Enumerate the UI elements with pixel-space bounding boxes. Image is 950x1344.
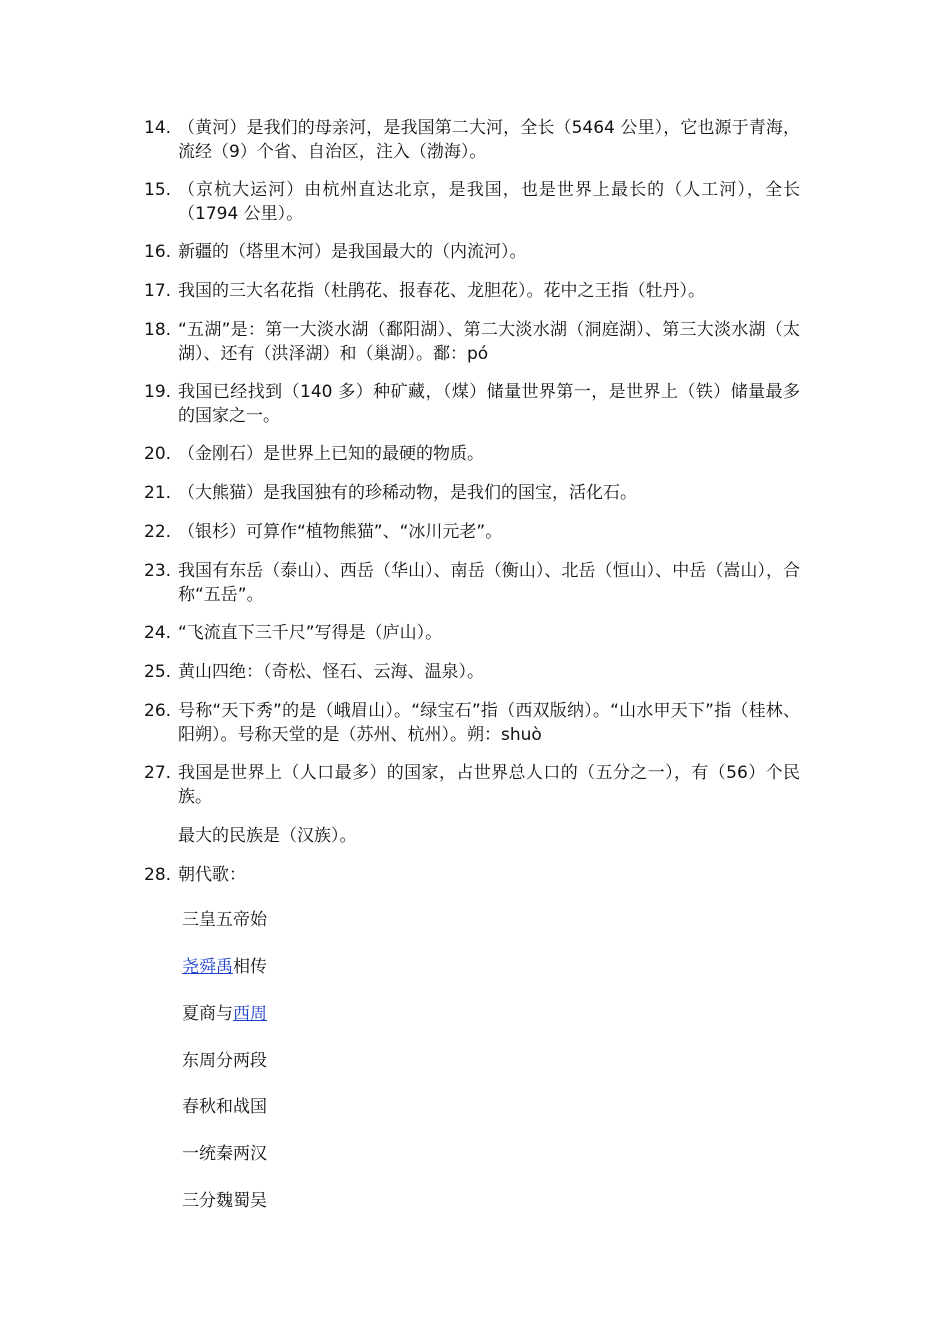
list-item-21 [144,481,800,505]
list-item-27 [144,761,800,809]
item-number: 22. [144,522,172,542]
poem-line-2 [182,955,267,979]
item-number: 17. [144,281,172,301]
item-text: （银杉）可算作“植物熊猫”、“冰川元老”。 [178,522,503,542]
item-text: （黄河）是我们的母亲河，是我国第二大河，全长（5464 公里），它也源于青海，流经（9）个省、自治区，注入（渤海）。 [178,118,800,162]
list-item-19 [144,380,800,428]
item-text: （京杭大运河）由杭州直达北京，是我国，也是世界上最长的（人工河），全长（1794 公里）。 [178,180,800,224]
list-item-14 [144,116,800,164]
item-number: 27. [144,763,172,783]
item-number: 18. [144,320,172,340]
poem-line-3 [182,1002,267,1026]
item-number: 15. [144,180,172,200]
item-text: 我国的三大名花指（杜鹃花、报春花、龙胆花）。花中之王指（牡丹）。 [178,281,705,301]
item-text: 新疆的（塔里木河）是我国最大的（内流河）。 [178,242,527,262]
poem-line-5: 春秋和战国 [182,1097,267,1117]
list-item-17 [144,279,800,303]
poem-line-4: 东周分两段 [182,1051,267,1071]
list-item-26 [144,699,800,747]
poem-link-yao-shun-yu[interactable]: 尧舜禹 [182,957,233,977]
poem-line-2-rest: 相传 [233,957,267,977]
list-item-27-continuation: 最大的民族是（汉族）。 [178,826,357,846]
item-text: 朝代歌： [178,865,246,885]
item-text: 我国已经找到（140 多）种矿藏，（煤）储量世界第一，是世界上（铁）储量最多的国家之一。 [178,382,800,426]
item-number: 24. [144,623,172,643]
item-number: 20. [144,444,172,464]
poem-link-xi-zhou[interactable]: 西周 [233,1004,267,1024]
list-item-16 [144,240,800,264]
item-text: 我国有东岳（泰山）、西岳（华山）、南岳（衡山）、北岳（恒山）、中岳（嵩山），合称“五岳”。 [178,561,800,605]
item-text: “五湖”是：第一大淡水湖（鄱阳湖）、第二大淡水湖（洞庭湖）、第三大淡水湖（太湖）、还有（洪泽湖）和（巢湖）。鄱：pó [178,320,800,364]
list-item-25 [144,660,800,684]
item-number: 19. [144,382,172,402]
item-text: （大熊猫）是我国独有的珍稀动物，是我们的国宝，活化石。 [178,483,637,503]
list-item-22 [144,520,800,544]
list-item-18 [144,318,800,366]
list-item-20 [144,442,800,466]
poem-line-3-prefix: 夏商与 [182,1004,233,1024]
poem-line-1: 三皇五帝始 [182,910,267,930]
item-number: 28. [144,865,172,885]
item-text: （金刚石）是世界上已知的最硬的物质。 [178,444,484,464]
list-item-23 [144,559,800,607]
item-number: 25. [144,662,172,682]
item-number: 14. [144,118,172,138]
poem-line-7: 三分魏蜀吴 [182,1191,267,1211]
poem-line-6: 一统秦两汉 [182,1144,267,1164]
item-number: 26. [144,701,172,721]
item-text: 我国是世界上（人口最多）的国家，占世界总人口的（五分之一），有（56）个民族。 [178,763,800,807]
item-text: 号称“天下秀”的是（峨眉山）。“绿宝石”指（西双版纳）。“山水甲天下”指（桂林、阳朔）。号称天堂的是（苏州、杭州）。朔：shuò [178,701,800,745]
list-item-15 [144,178,800,226]
list-item-28 [144,863,800,887]
list-item-24 [144,621,800,645]
item-number: 23. [144,561,172,581]
item-text: “飞流直下三千尺”写得是（庐山）。 [178,623,443,643]
item-text: 黄山四绝：（奇松、怪石、云海、温泉）。 [178,662,484,682]
item-number: 21. [144,483,172,503]
item-number: 16. [144,242,172,262]
